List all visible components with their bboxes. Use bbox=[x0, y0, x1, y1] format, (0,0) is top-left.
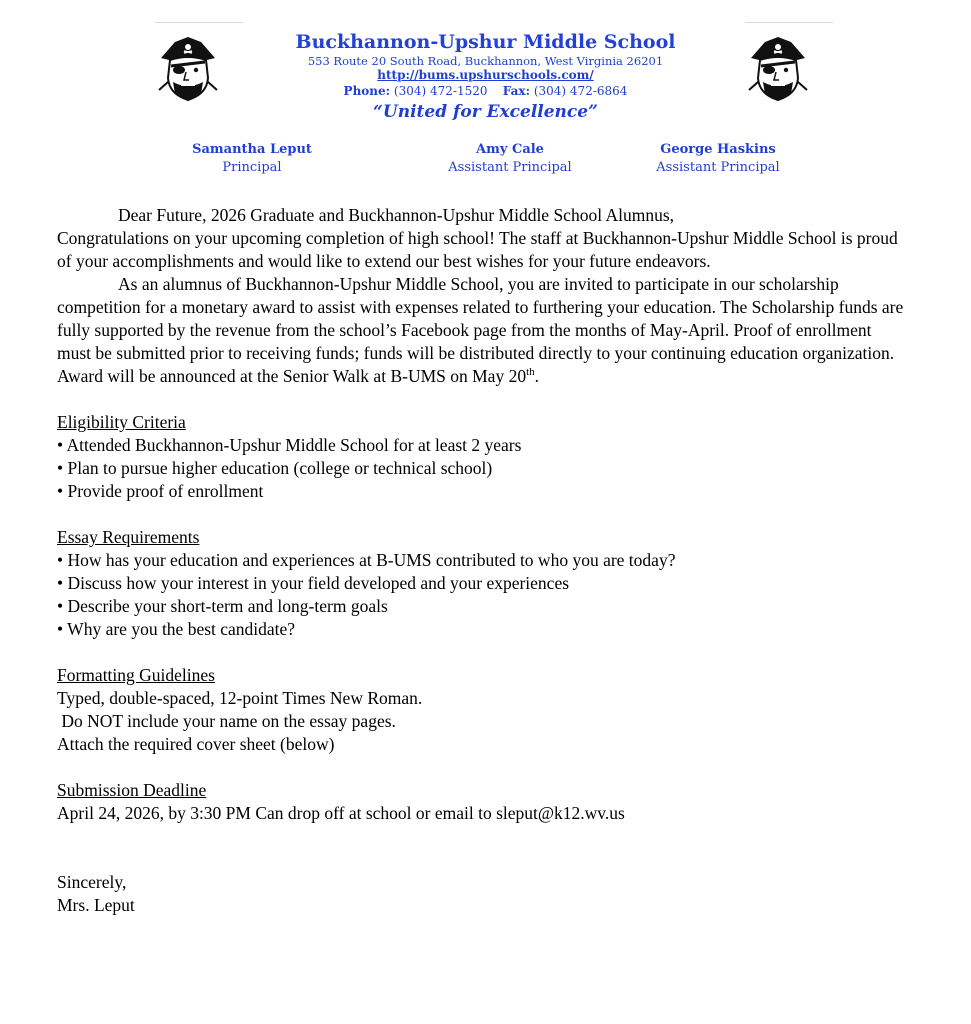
list-item: • Discuss how your interest in your field developed and your experiences bbox=[57, 573, 570, 593]
staff-title: Assistant Principal bbox=[656, 160, 780, 175]
letter-body bbox=[57, 204, 907, 917]
list-item: Attach the required cover sheet (below) bbox=[57, 734, 335, 754]
contact-line bbox=[200, 83, 771, 99]
signature: Mrs. Leput bbox=[57, 895, 135, 915]
phone-number: (304) 472-1520 bbox=[393, 84, 488, 98]
header-rule-right bbox=[745, 22, 833, 23]
school-website-link[interactable]: http://bums.upshurschools.com/ bbox=[377, 68, 594, 82]
paragraph-end: . bbox=[534, 366, 540, 386]
deadline-heading: Submission Deadline bbox=[57, 780, 207, 800]
staff-assistant-principal-1 bbox=[440, 141, 580, 177]
paragraph-congratulations: Congratulations on your upcoming completion of high school! The staff at Buckhannon-Upshur Middle School is proud of your accomplishments and would like to extend our best wishes for your future endeavors. bbox=[57, 228, 898, 271]
salutation: Dear Future, 2026 Graduate and Buckhannon-Upshur Middle School Alumnus, bbox=[118, 205, 675, 225]
fax-label: Fax: bbox=[502, 84, 531, 98]
formatting-heading: Formatting Guidelines bbox=[57, 665, 215, 685]
ordinal-suffix: th bbox=[526, 366, 535, 379]
school-address: 553 Route 20 South Road, Buckhannon, West Virginia 26201 bbox=[307, 54, 664, 68]
phone-label: Phone: bbox=[343, 84, 391, 98]
school-name: Buckhannon-Upshur Middle School bbox=[295, 31, 676, 53]
list-item: Typed, double-spaced, 12-point Times New Roman. bbox=[57, 688, 423, 708]
paragraph-scholarship-text: As an alumnus of Buckhannon-Upshur Middle School, you are invited to participate in our scholarship competition for a monetary award to assist with expenses related to furthering your education. The Scholarship funds are fully supported by the revenue from the school’s Facebook page from the months of May-April. Proof of enrollment must be submitted prior to receiving funds; funds will be distributed directly to your continuing education organization. Award will be announced at the Senior Walk at B-UMS on May 20 bbox=[57, 274, 904, 386]
staff-assistant-principal-2 bbox=[648, 141, 788, 177]
list-item: Do NOT include your name on the essay pages. bbox=[57, 711, 396, 731]
closing: Sincerely, bbox=[57, 872, 127, 892]
paragraph-scholarship bbox=[57, 273, 907, 388]
fax-number: (304) 472-6864 bbox=[533, 84, 628, 98]
list-item: • Provide proof of enrollment bbox=[57, 481, 264, 501]
deadline-text: April 24, 2026, by 3:30 PM Can drop off at school or email to sleput@k12.wv.us bbox=[57, 803, 625, 823]
staff-principal bbox=[182, 141, 322, 177]
list-item: • How has your education and experiences at B-UMS contributed to who you are today? bbox=[57, 550, 676, 570]
staff-title: Assistant Principal bbox=[448, 160, 572, 175]
letterhead bbox=[200, 30, 771, 124]
list-item: • Plan to pursue higher education (college or technical school) bbox=[57, 458, 493, 478]
staff-name: George Haskins bbox=[660, 142, 776, 157]
staff-name: Samantha Leput bbox=[192, 142, 312, 157]
eligibility-heading: Eligibility Criteria bbox=[57, 412, 186, 432]
staff-title: Principal bbox=[222, 160, 282, 175]
list-item: • Attended Buckhannon-Upshur Middle School for at least 2 years bbox=[57, 435, 522, 455]
essay-heading: Essay Requirements bbox=[57, 527, 200, 547]
list-item: • Why are you the best candidate? bbox=[57, 619, 296, 639]
staff-name: Amy Cale bbox=[476, 142, 544, 157]
header-rule-left bbox=[155, 22, 243, 23]
list-item: • Describe your short-term and long-term goals bbox=[57, 596, 388, 616]
school-motto: “United for Excellence” bbox=[373, 102, 598, 122]
